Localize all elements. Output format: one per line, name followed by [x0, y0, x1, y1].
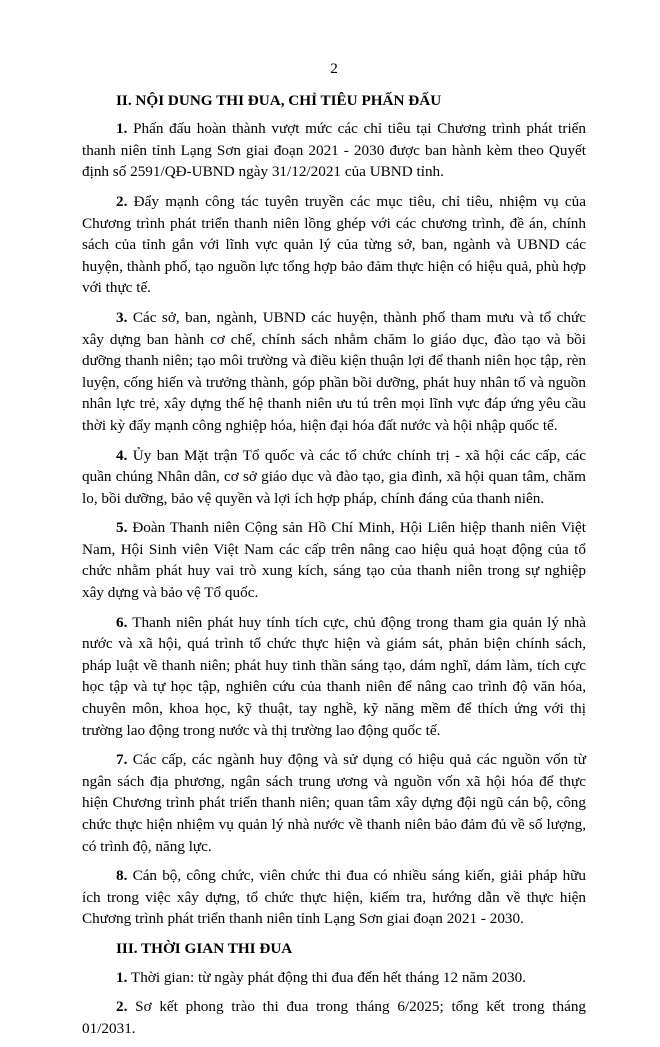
- paragraph-2-6: [82, 612, 586, 742]
- paragraph-2-8: [82, 865, 586, 930]
- paragraph-2-7: [82, 749, 586, 857]
- item-text: Các cấp, các ngành huy động và sử dụng có hiệu quả các nguồn vốn từ ngân sách địa phương, ngân sách trung ương và nguồn vốn xã hội hóa để thực hiện Chương trình phát triển thanh niên; quan tâm xây dựng đội ngũ cán bộ, công chức thực hiện nhiệm vụ quản lý nhà nước về thanh niên bảo đảm đủ về số lượng, có trình độ, năng lực.: [82, 751, 586, 855]
- item-text: Thời gian: từ ngày phát động thi đua đến hết tháng 12 năm 2030.: [130, 968, 526, 986]
- item-number: 1.: [116, 120, 128, 138]
- section-heading-3: III. THỜI GIAN THI ĐUA: [116, 939, 293, 957]
- item-number: 1.: [116, 968, 128, 986]
- paragraph-2-2: [82, 191, 586, 299]
- paragraph-3-2: [82, 996, 586, 1039]
- paragraph-3-1: [82, 967, 586, 989]
- item-text: Phấn đấu hoàn thành vượt mức các chỉ tiêu tại Chương trình phát triển thanh niên tỉnh Lạng Sơn giai đoạn 2021 - 2030 được ban hành kèm theo Quyết định số 2591/QĐ-UBND ngày 31/12/2021 của UBND tỉnh.: [82, 120, 586, 181]
- item-number: 3.: [116, 308, 128, 326]
- item-text: Đoàn Thanh niên Cộng sản Hồ Chí Minh, Hội Liên hiệp thanh niên Việt Nam, Hội Sinh viên Việt Nam các cấp trên nâng cao hiệu quả hoạt động của tổ chức nhằm phát huy vai trò xung kích, sáng tạo của thanh niên trong sự nghiệp xây dựng và bảo vệ Tổ quốc.: [82, 519, 586, 602]
- item-text: Cán bộ, công chức, viên chức thi đua có nhiều sáng kiến, giải pháp hữu ích trong việc xây dựng, tổ chức thực hiện, kiểm tra, hướng dẫn về thực hiện Chương trình phát triển thanh niên tỉnh Lạng Sơn giai đoạn 2021 - 2030.: [82, 867, 586, 928]
- item-text: Đẩy mạnh công tác tuyên truyền các mục tiêu, chỉ tiêu, nhiệm vụ của Chương trình phát triển thanh niên lồng ghép với các chương trình, đề án, chính sách của tỉnh gắn với lĩnh vực quản lý của từng sở, ban, ngành và UBND các huyện, thành phố, tạo nguồn lực tổng hợp bảo đảm thực hiện có hiệu quả, phù hợp với thực tế.: [82, 192, 586, 297]
- item-number: 2.: [116, 192, 128, 210]
- section-heading-2: II. NỘI DUNG THI ĐUA, CHỈ TIÊU PHẤN ĐẤU: [116, 91, 442, 109]
- document-page: [82, 58, 586, 1047]
- item-number: 7.: [116, 751, 128, 769]
- item-text: Thanh niên phát huy tính tích cực, chủ động trong tham gia quản lý nhà nước và xã hội, quá trình tổ chức thực hiện và giám sát, phản biện chính sách, pháp luật về thanh niên; phát huy tinh thần sáng tạo, dám nghĩ, dám làm, tích cực học tập và tự học tập, nghiên cứu của thanh niên để nâng cao trình độ văn hóa, chuyên môn, khoa học, kỹ thuật, tay nghề, kỹ năng mềm để thích ứng với thị trường lao động trong nước và thị trường lao động quốc tế.: [82, 613, 586, 739]
- item-text: Ủy ban Mặt trận Tổ quốc và các tổ chức chính trị - xã hội các cấp, các quần chúng Nhân dân, cơ sở giáo dục và đào tạo, gia đình, xã hội quan tâm, chăm lo, bồi dưỡng, bảo vệ quyền và lợi ích hợp pháp, chính đáng của thanh niên.: [82, 446, 586, 507]
- item-text: Các sở, ban, ngành, UBND các huyện, thành phố tham mưu và tổ chức xây dựng ban hành cơ chế, chính sách nhằm chăm lo giáo dục, đào tạo và bồi dưỡng thanh niên; tạo môi trường và điều kiện thuận lợi để thanh niên học tập, rèn luyện, cống hiến và trưởng thành, góp phần bồi dưỡng, phát huy nhân tố và nguồn nhân lực trẻ, xây dựng thế hệ thanh niên ưu tú trên mọi lĩnh vực đáp ứng yêu cầu thời kỳ đẩy mạnh công nghiệp hóa, hiện đại hóa đất nước và hội nhập quốc tế.: [82, 308, 586, 434]
- item-number: 6.: [116, 613, 128, 631]
- item-number: 2.: [116, 998, 128, 1016]
- item-text: Sơ kết phong trào thi đua trong tháng 6/2025; tổng kết trong tháng 01/2031.: [82, 998, 587, 1037]
- item-number: 5.: [116, 519, 128, 537]
- item-number: 4.: [116, 446, 128, 464]
- item-number: 8.: [116, 867, 128, 885]
- paragraph-2-1: [82, 118, 586, 183]
- page-number: 2: [330, 60, 338, 77]
- paragraph-2-3: [82, 307, 586, 437]
- paragraph-2-5: [82, 517, 586, 603]
- paragraph-2-4: [82, 445, 586, 510]
